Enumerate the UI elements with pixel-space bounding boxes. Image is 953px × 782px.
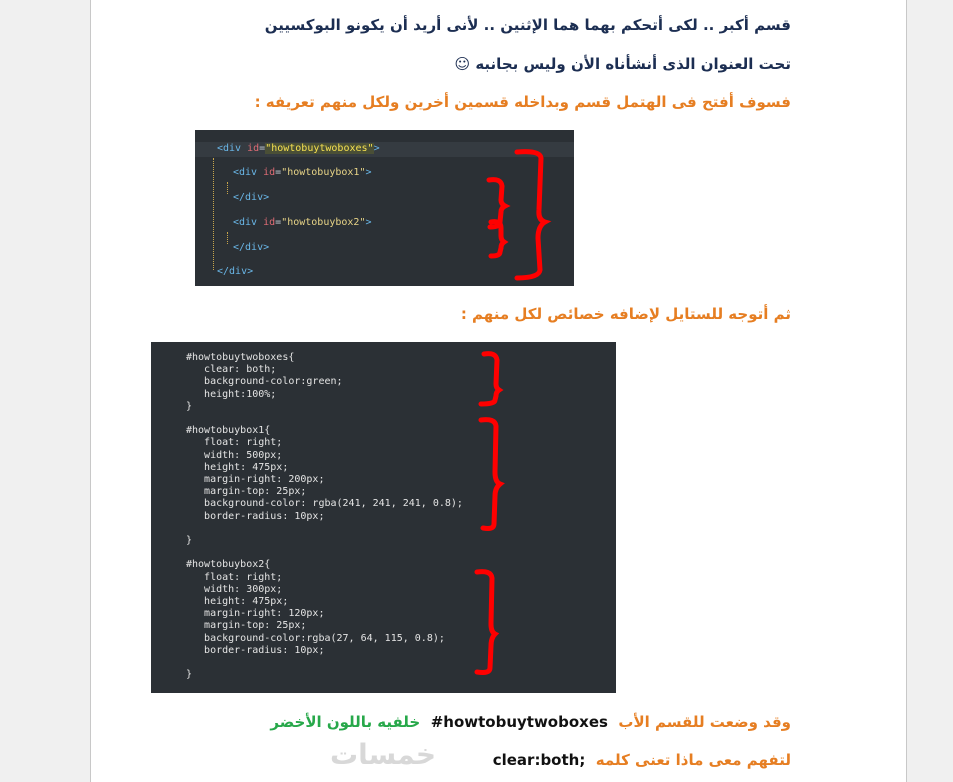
css-code-line: float: right; [186, 437, 283, 449]
css-code-line: margin-right: 200px; [186, 474, 325, 485]
code-eq: = [275, 217, 282, 228]
css-code-line: height: 475px; [186, 596, 289, 607]
paragraph-1: قسم أكبر .. لكى أتحكم بهما هما الإثنين .. لأنى أريد أن يكونو البوكسيين [264, 16, 791, 34]
watermark-logo: خمسات [330, 738, 437, 771]
css-code-line: #howtobuybox2{ [186, 559, 271, 571]
css-code-line: #howtobuybox1{ [186, 425, 271, 437]
code-attr: id [263, 217, 276, 228]
css-code-line: } [186, 535, 193, 546]
code-tag: <div [233, 167, 264, 178]
css-code-line: background-color:green; [186, 376, 343, 388]
code-tag: <div [233, 217, 264, 228]
code-line-6: </div> [217, 266, 254, 277]
red-annotation-brackets [195, 130, 574, 286]
css-code-line: width: 500px; [186, 449, 283, 461]
css-code-line: #howtobuytwoboxes{ [186, 352, 295, 363]
code-eq: = [259, 143, 266, 154]
red-annotation-brackets [151, 342, 616, 693]
css-code-line: width: 300px; [186, 583, 283, 595]
code-line-5: </div> [233, 242, 270, 253]
code-line-3: </div> [233, 192, 270, 203]
paragraph-5-text: وقد وضعت للقسم الأب [618, 713, 791, 731]
code-string: "howtobuybox1" [281, 167, 366, 178]
css-code-line: margin-top: 25px; [186, 486, 307, 498]
code-tag-close: > [365, 217, 372, 228]
paragraph-5-green: خلفيه باللون الأخضر [270, 713, 421, 731]
css-code-line: border-radius: 10px; [186, 644, 325, 656]
css-code-line: border-radius: 10px; [186, 510, 325, 522]
code-string: "howtobuytwoboxes" [265, 143, 374, 154]
css-code-line: margin-top: 25px; [186, 620, 307, 632]
code-attr: id [247, 143, 260, 154]
css-code-line: } [186, 400, 193, 412]
css-code-line: clear: both; [186, 364, 277, 376]
paragraph-6 [493, 751, 791, 769]
paragraph-3: فسوف أفتح فى الهتمل قسم وبداخله قسمين أخرين ولكل منهم تعريفه : [254, 93, 791, 111]
code-tag-close: > [373, 143, 380, 154]
paragraph-4: ثم أتوجه للستايل لإضافه خصائص لكل منهم : [460, 305, 791, 323]
paragraph-6-code: clear:both; [492, 751, 586, 769]
code-attr: id [263, 167, 276, 178]
paragraph-5 [270, 713, 791, 731]
code-string: "howtobuybox2" [281, 217, 366, 228]
code-tag: <div [217, 143, 248, 154]
css-code-line: } [186, 669, 193, 681]
css-code-line: height:100%; [186, 388, 277, 400]
paragraph-6-text: لتفهم معى ماذا تعنى كلمه [595, 751, 791, 769]
paragraph-5-code: #howtobuytwoboxes [430, 713, 608, 731]
css-code-line: height: 475px; [186, 461, 289, 473]
css-code-screenshot [151, 342, 616, 693]
code-eq: = [275, 167, 282, 178]
html-code-screenshot [195, 130, 574, 286]
css-code-line: background-color:rgba(27, 64, 115, 0.8); [186, 632, 445, 644]
css-code-line: background-color: rgba(241, 241, 241, 0.8); [186, 498, 463, 510]
paragraph-2: تحت العنوان الذى أنشأناه الأن وليس بجانبه ☺ [454, 55, 791, 73]
css-code-line: float: right; [186, 571, 283, 583]
css-code-line: margin-right: 120px; [186, 608, 325, 620]
code-tag-close: > [365, 167, 372, 178]
